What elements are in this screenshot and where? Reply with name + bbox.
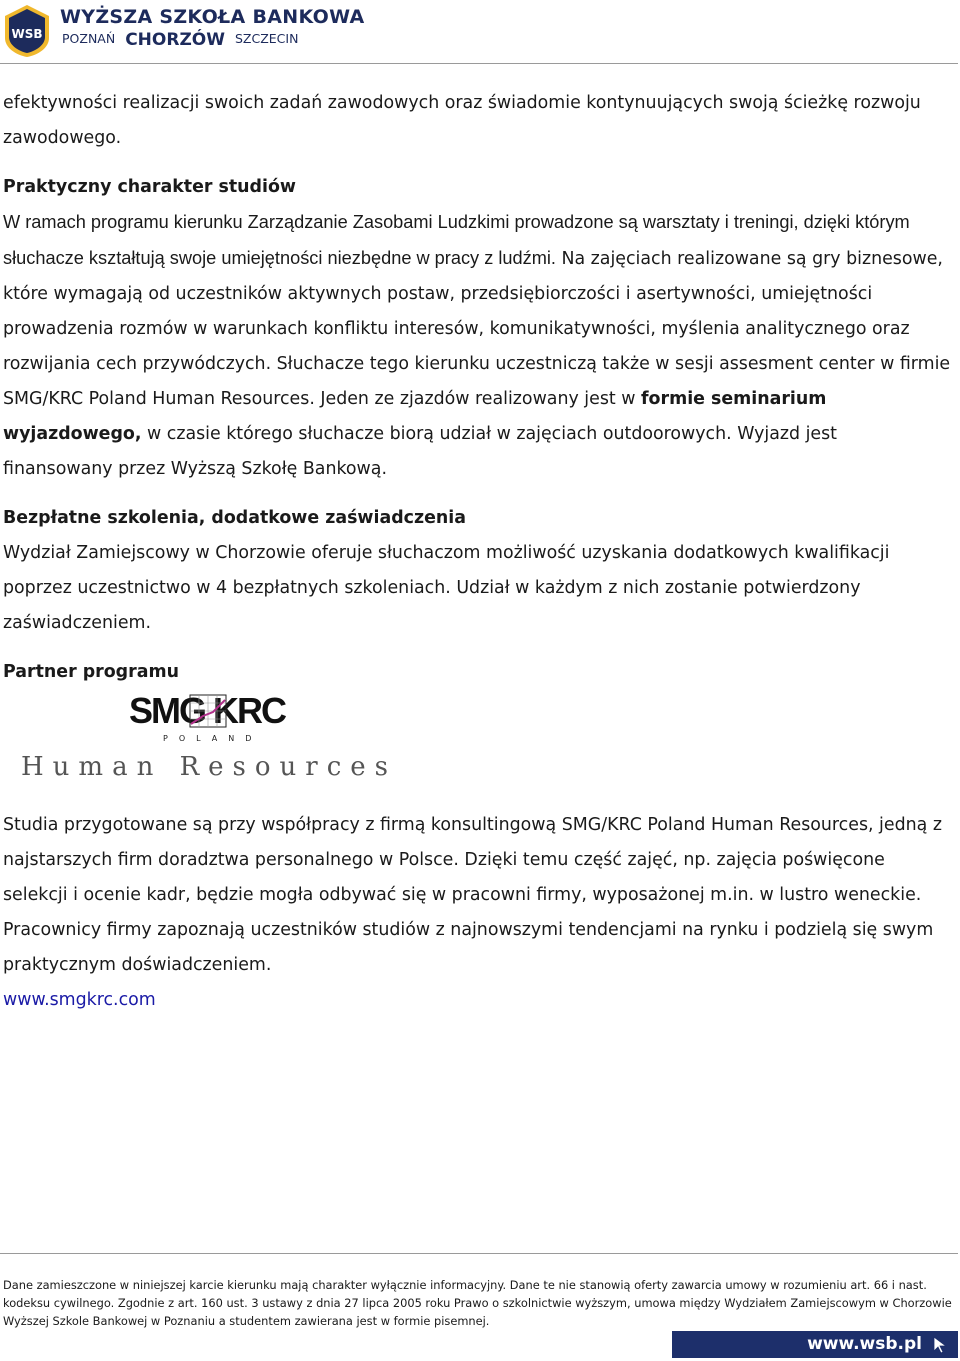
partner-logo xyxy=(3,690,951,808)
paragraph-span-light: W ramach programu kierunku Zarządzanie Zasobami Ludzkimi prowadzone są warsztaty i treningi, dzięki którym słuchacze kształtują swoje umiejętności niezbędne w pracy z ludźmi. xyxy=(3,212,910,268)
city-szczecin: SZCZECIN xyxy=(234,31,299,46)
partner-logo-chart-icon xyxy=(189,694,227,728)
footer-website-text[interactable]: www.wsb.pl xyxy=(807,1334,922,1354)
logo-title: WYŻSZA SZKOŁA BANKOWA xyxy=(60,6,365,28)
city-poznan: POZNAŃ xyxy=(62,31,116,46)
section-paragraph-partner: Studia przygotowane są przy współpracy z firmą konsultingową SMG/KRC Poland Human Resources, jedną z najstarszych firm doradztwa personalnego w Polsce. Dzięki temu część zajęć, np. zajęcia poświęcone selekcji i ocenie kadr, będzie mogła odbywać się w pracowni firmy, wyposażonej m.in. w lustro weneckie. Pracownicy firmy zapoznają uczestników studiów z najnowszymi tendencjami na rynku i podzielą się swym praktycznym doświadczeniem. xyxy=(3,815,942,975)
page-content xyxy=(3,86,951,1018)
paragraph-span-rest: Na zajęciach realizowane są gry biznesowe, które wymagają od uczestników aktywnych postaw, przedsiębiorczości i asertywności, umiejętności prowadzenia rozmów w warunkach konfliktu interesów, komunikatywności, myślenia analitycznego oraz rozwijania cech przywódczych. Słuchacze tego kierunku uczestniczą także w sesji assesment center w firmie SMG/KRC Poland Human Resources. Jeden ze zjazdów realizowany jest w xyxy=(3,249,951,409)
paragraph-span-bold: formie seminarium wyjazdowego, xyxy=(3,389,827,444)
wsb-shield-logo xyxy=(4,4,50,58)
footer-website-badge[interactable] xyxy=(672,1331,958,1358)
cursor-arrow-icon xyxy=(932,1336,948,1354)
section-paragraph-practical xyxy=(3,205,951,487)
partner-logo-bottom: Human Resources xyxy=(21,752,398,782)
footer-divider xyxy=(0,1253,958,1254)
intro-paragraph: efektywności realizacji swoich zadań zawodowych oraz świadomie kontynuujących swoją ścieżkę rozwoju zawodowego. xyxy=(3,93,921,148)
section-paragraph-training: Wydział Zamiejscowy w Chorzowie oferuje słuchaczom możliwość uzyskania dodatkowych kwalifikacji poprzez uczestnictwo w 4 bezpłatnych szkoleniach. Udział w każdym z nich zostanie potwierdzony zaświadczeniem. xyxy=(3,543,890,633)
partner-link-line xyxy=(3,983,951,1018)
section-heading-partner: Partner programu xyxy=(3,662,179,682)
header-divider xyxy=(0,63,958,64)
partner-website-link[interactable]: www.smgkrc.com xyxy=(3,990,156,1010)
city-chorzow: CHORZÓW xyxy=(125,30,225,50)
section-heading-training: Bezpłatne szkolenia, dodatkowe zaświadczenia xyxy=(3,508,466,528)
partner-logo-top: SMG KRC xyxy=(129,690,285,731)
page-header xyxy=(0,0,960,64)
logo-badge-text: WSB xyxy=(11,27,43,41)
footer-disclaimer: Dane zamieszczone w niniejszej karcie kierunku mają charakter wyłącznie informacyjny. Dane te nie stanowią oferty zawarcia umowy w rozumieniu art. 66 i nast. kodeksu cywilnego. Zgodnie z art. 160 ust. 3 ustawy z dnia 27 lipca 2005 roku Prawo o szkolnictwie wyższym, umowa między Wydziałem Zamiejscowym w Chorzowie Wyższej Szkole Bankowej w Poznaniu a studentem zawierana jest w formie pisemnej. xyxy=(3,1278,952,1328)
partner-logo-sub: POLAND xyxy=(163,734,263,743)
logo-cities xyxy=(62,30,298,50)
paragraph-span-end: w czasie którego słuchacze biorą udział w zajęciach outdoorowych. Wyjazd jest finansowany przez Wyższą Szkołę Bankową. xyxy=(3,424,837,479)
section-heading-practical: Praktyczny charakter studiów xyxy=(3,177,296,197)
